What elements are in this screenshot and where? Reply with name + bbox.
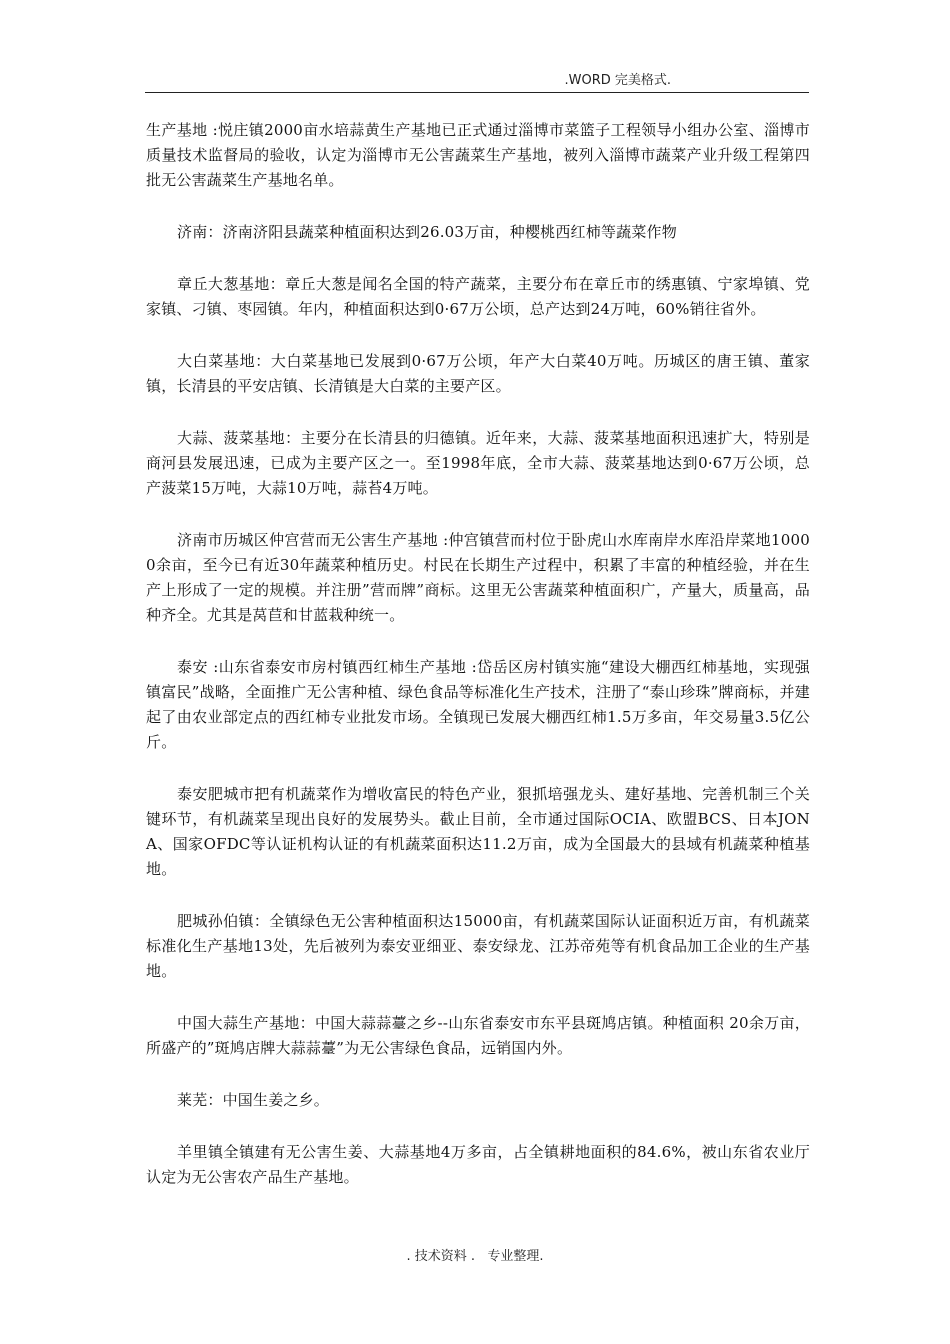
paragraph-garlic-spinach-base: 大蒜、菠菜基地：主要分在长清县的归德镇。近年来，大蒜、菠菜基地面积迅速扩大，特别是商河县发展迅速，已成为主要产区之一。至1998年底，全市大蒜、菠菜基地达到0·67万公顷，总产菠菜15万吨，大蒜10万吨，蒜苔4万吨。: [146, 429, 810, 497]
page-footer: . 技术资料 . 专业整理.: [406, 1249, 544, 1264]
paragraph-yuezhuang-base: 生产基地 :悦庄镇2000亩水培蒜黄生产基地已正式通过淄博市菜篮子工程领导小组办公室、淄博市质量技术监督局的验收，认定为淄博市无公害蔬菜生产基地，被列入淄博市蔬菜产业升级工程第四批无公害蔬菜生产基地名单。: [146, 121, 810, 189]
paragraph-zhonggong-base: 济南市历城区仲宫营而无公害生产基地 :仲宫镇营而村位于卧虎山水库南岸水库沿岸菜地10000余亩，至今已有近30年蔬菜种植历史。村民在长期生产过程中，积累了丰富的种植经验，并在生产上形成了一定的规模。并注册”营而牌”商标。这里无公害蔬菜种植面积广，产量大，质量高，品种齐全。尤其是莴苣和甘蓝栽种统一。: [146, 531, 810, 624]
paragraph-jinan: 济南：济南济阳县蔬菜种植面积达到26.03万亩，种樱桃西红柿等蔬菜作物: [177, 223, 677, 241]
paragraph-laiwu: 莱芜：中国生姜之乡。: [177, 1091, 330, 1109]
document-body: [146, 118, 810, 1217]
page-header: [145, 72, 809, 93]
paragraph-taian-tomato: 泰安 :山东省泰安市房村镇西红柿生产基地 :岱岳区房村镇实施“建设大棚西红柿基地，实现强镇富民”战略，全面推广无公害种植、绿色食品等标准化生产技术，注册了“泰山珍珠”牌商标，并建起了由农业部定点的西红柿专业批发市场。全镇现已发展大棚西红柿1.5万多亩，年交易量3.5亿公斤。: [146, 658, 810, 751]
paragraph-sunbo-town: 肥城孙伯镇：全镇绿色无公害种植面积达15000亩，有机蔬菜国际认证面积近万亩，有机蔬菜标准化生产基地13处，先后被列为泰安亚细亚、泰安绿龙、江苏帝苑等有机食品加工企业的生产基地。: [146, 912, 810, 980]
paragraph-zhangqiu-scallion: 章丘大葱基地：章丘大葱是闻名全国的特产蔬菜，主要分布在章丘市的绣惠镇、宁家埠镇、党家镇、刁镇、枣园镇。年内，种植面积达到0·67万公顷，总产达到24万吨，60%销往省外。: [146, 275, 810, 318]
paragraph-feicheng-organic: 泰安肥城市把有机蔬菜作为增收富民的特色产业，狠抓培强龙头、建好基地、完善机制三个关键环节，有机蔬菜呈现出良好的发展势头。截止目前，全市通过国际OCIA、欧盟BCS、日本JONA、国家OFDC等认证机构认证的有机蔬菜面积达11.2万亩，成为全国最大的县域有机蔬菜种植基地。: [146, 785, 810, 878]
paragraph-cabbage-base: 大白菜基地：大白菜基地已发展到0·67万公顷，年产大白菜40万吨。历城区的唐王镇、董家镇，长清县的平安店镇、长清镇是大白菜的主要产区。: [146, 352, 810, 395]
paragraph-garlic-production-base: 中国大蒜生产基地：中国大蒜蒜薹之乡--山东省泰安市东平县斑鸠店镇。种植面积 20余万亩，所盛产的”斑鸠店牌大蒜蒜薹”为无公害绿色食品，远销国内外。: [146, 1014, 810, 1057]
header-text: .WORD 完美格式.: [564, 73, 671, 88]
paragraph-yangli-town: 羊里镇全镇建有无公害生姜、大蒜基地4万多亩，占全镇耕地面积的84.6%，被山东省农业厅认定为无公害农产品生产基地。: [146, 1143, 810, 1186]
